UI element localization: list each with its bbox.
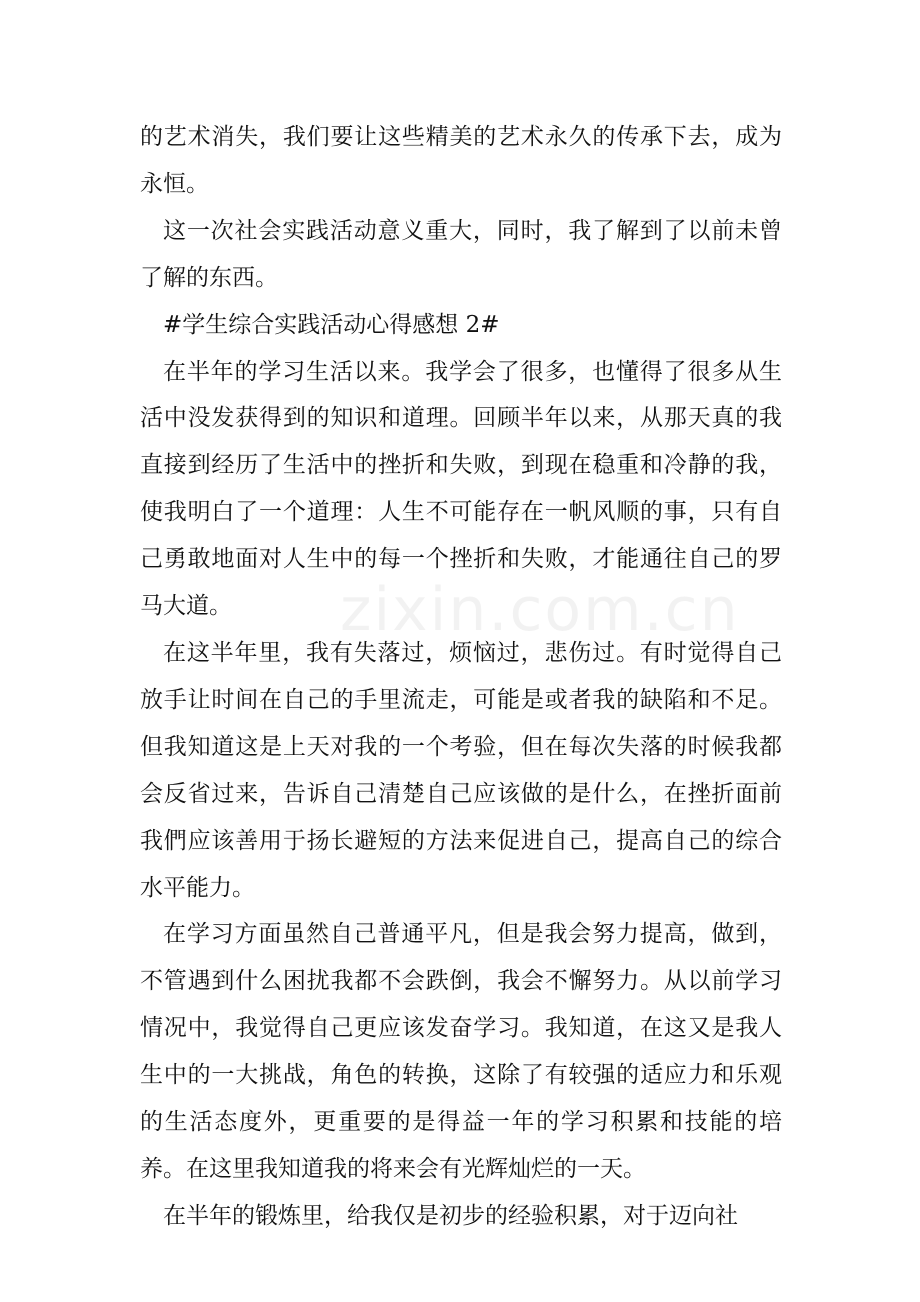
- paragraph-continuation: 的艺术消失，我们要让这些精美的艺术永久的传承下去，成为永恒。: [140, 124, 782, 197]
- document-body: [140, 114, 782, 1240]
- paragraph: 这一次社会实践活动意义重大，同时，我了解到了以前未曾了解的东西。: [140, 217, 782, 291]
- paragraph-truncated: 在半年的锻炼里，给我仅是初步的经验积累，对于迈向社: [163, 1202, 738, 1229]
- watermark: zixin.com.cn: [340, 575, 740, 645]
- paragraph: 在学习方面虽然自己普通平凡，但是我会努力提高，做到，不管遇到什么困扰我都不会跌倒，我会不懈努力。从以前学习情况中，我觉得自己更应该发奋学习。我知道，在这又是我人生中的一大挑战，角色的转换，这除了有较强的适应力和乐观的生活态度外，更重要的是得益一年的学习积累和技能的培养。在这里我知道我的将来会有光辉灿烂的一天。: [140, 921, 782, 1182]
- paragraph: 在这半年里，我有失落过，烦恼过，悲伤过。有时觉得自己放手让时间在自己的手里流走，可能是或者我的缺陷和不足。但我知道这是上天对我的一个考验，但在每次失落的时候我都会反省过来，告诉自己清楚自己应该做的是什么，在挫折面前我們应该善用于扬长避短的方法来促进自己，提高自己的综合水平能力。: [140, 639, 782, 901]
- paragraph: 在半年的学习生活以来。我学会了很多，也懂得了很多从生活中没发获得到的知识和道理。回顾半年以来，从那天真的我直接到经历了生活中的挫折和失败，到现在稳重和冷静的我，使我明白了一个道理：人生不可能存在一帆风顺的事，只有自己勇敢地面对人生中的每一个挫折和失败，才能通往自己的罗马大道。: [140, 358, 782, 620]
- section-heading: #学生综合实践活动心得感想 2#: [163, 311, 500, 338]
